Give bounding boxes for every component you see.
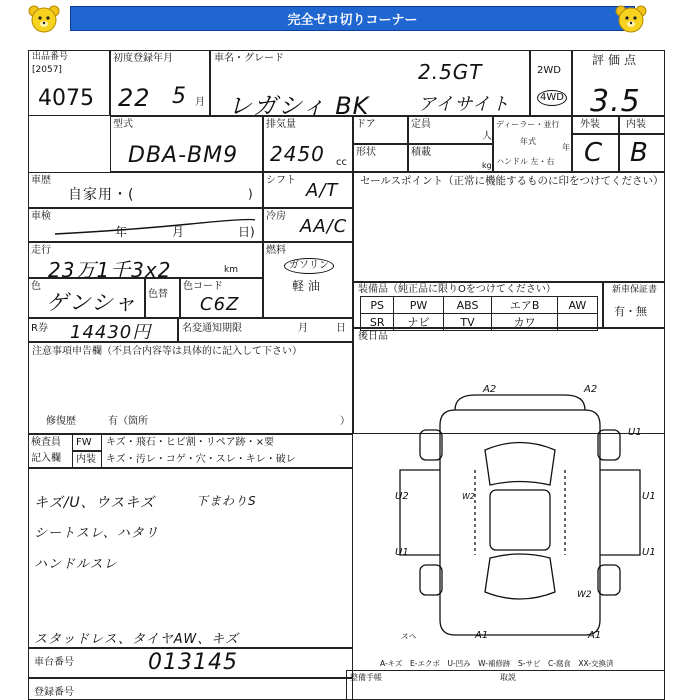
damage-mark: スヘ	[400, 632, 416, 641]
recycle-value: 14430円	[70, 322, 152, 343]
door-label: ドア	[356, 119, 376, 130]
carname-label: 車名・グレード	[214, 53, 284, 64]
entry-label: 記入欄	[31, 453, 61, 464]
interior-items: キズ・汚レ・コゲ・穴・スレ・キレ・破レ	[106, 454, 296, 465]
equip-item: カワ	[492, 314, 557, 331]
fuel-option: 軽 油	[292, 279, 320, 293]
ext-value: C	[584, 138, 604, 168]
equip-item: PW	[394, 297, 443, 314]
color2-label: 色替	[148, 289, 168, 300]
model-value: DBA-BM9	[128, 143, 239, 168]
load-label: 積載	[411, 147, 431, 158]
displacement-label: 排気量	[266, 119, 296, 130]
history-cell	[28, 172, 263, 208]
fw-label: FW	[76, 437, 92, 448]
mileage-label: 走行	[31, 245, 51, 256]
equip-item: TV	[443, 314, 492, 331]
reg-label: 登録番号	[34, 687, 74, 698]
reg-cell	[28, 678, 353, 700]
damage-mark: A1	[475, 630, 489, 641]
damage-mark: U1	[642, 547, 656, 558]
kg-unit: kg	[482, 161, 492, 170]
warranty-value: 有・無	[614, 305, 647, 318]
equip-label: 装備品（純正品に限りOをつけてください）	[358, 284, 556, 295]
handle-label: ハンドル 左・右	[496, 157, 555, 166]
auction-label: 出品番号	[32, 52, 69, 62]
first-reg-month: 5	[172, 84, 187, 109]
damage-mark: W2	[462, 492, 475, 501]
fw-items: キズ・飛石・ヒビ割・リペア跡・×要	[106, 437, 274, 448]
fuel-label: 燃料	[266, 245, 286, 256]
damage-mark: U1	[642, 491, 656, 502]
name-change-label: 名変通知期限	[182, 323, 242, 334]
drive-cell	[530, 50, 572, 116]
inspector-label: 検査員	[31, 437, 61, 448]
sales-point-label: セールスポイント（正常に機能するものに印をつけてください）	[360, 175, 664, 187]
cc-unit: cc	[336, 157, 347, 168]
note-5: スタッドレス、タイヤAW、キズ	[34, 632, 239, 647]
displacement-value: 2450	[270, 142, 325, 166]
equip-item: AW	[557, 297, 597, 314]
inspection-year: 年	[115, 225, 128, 239]
ac-value: AA/C	[300, 216, 348, 237]
inspection-month: 月	[172, 225, 185, 239]
ref-number: [2057]	[32, 65, 62, 75]
equip-item: ナビ	[394, 314, 443, 331]
grade-value: 2.5GT	[418, 60, 483, 84]
inspection-day: 日)	[238, 225, 255, 239]
color-code-value: C6Z	[200, 294, 240, 315]
score-label: 評価点	[592, 53, 641, 67]
drive-2wd: 2WD	[537, 65, 561, 76]
chassis-label: 車台番号	[34, 657, 74, 668]
person-unit: 人	[482, 131, 492, 142]
warranty-label: 新車保証書	[612, 285, 658, 295]
car-diagram	[380, 380, 665, 645]
equip-item: SR	[361, 314, 394, 331]
notes-label: 注意事項申告欄（不具合内容等は具体的に記入して下さい）	[32, 346, 302, 357]
repair-close: ）	[340, 416, 350, 427]
mileage-value: 23万1千3x2	[48, 258, 172, 282]
repair-label: 修復歴	[46, 416, 76, 427]
interior-label: 内装	[76, 454, 96, 465]
recycle-label: R券	[31, 323, 48, 334]
name-change-month: 月	[298, 323, 308, 334]
sales-point-cell	[353, 172, 665, 282]
first-reg-label: 初度登録年月	[113, 53, 173, 64]
equip-item: PS	[361, 297, 394, 314]
damage-mark: U1	[395, 547, 409, 558]
color-code-label: 色コード	[183, 281, 223, 292]
chassis-value: 013145	[148, 650, 238, 675]
capacity-label: 定員	[411, 119, 431, 130]
year-unit: 年	[562, 143, 570, 152]
after-label: 後日品	[358, 331, 388, 342]
damage-mark: U2	[395, 491, 409, 502]
damage-legend: A-キズ E-エクボ U-凹み W-補修跡 S-サビ C-腐食 XX-交換済	[380, 659, 614, 668]
history-label: 車歴	[31, 175, 51, 186]
damage-mark: W2	[577, 590, 592, 600]
model-year-label: 年式	[520, 137, 536, 146]
first-reg-year: 22	[118, 84, 151, 112]
history-close: )	[248, 187, 253, 201]
note-2: 下まわりS	[196, 494, 257, 508]
note-4: ハンドルスレ	[34, 557, 118, 572]
repair-value: 有（箇所	[108, 416, 148, 427]
damage-mark: A1	[588, 630, 602, 641]
equip-item: エアB	[492, 297, 557, 314]
fuel-value: ガソリン	[284, 258, 334, 274]
score-value: 3.5	[590, 84, 641, 119]
drive-4wd: 4WD	[537, 90, 567, 106]
shape-label: 形状	[356, 147, 376, 158]
inspection-label: 車検	[31, 211, 51, 222]
warrant-card-label: 整備手帳	[350, 673, 382, 682]
name-change-day: 日	[336, 323, 346, 334]
dealer-label: ディーラー・並行	[496, 120, 560, 129]
model-label: 型式	[113, 119, 133, 130]
note-1: キズ/U、ウスキズ	[34, 495, 155, 511]
carname-value: レガシィ BK	[228, 92, 370, 120]
int-value: B	[630, 138, 649, 168]
shift-value: A/T	[306, 180, 339, 201]
color-label: 色	[31, 281, 41, 292]
damage-mark: A2	[483, 384, 497, 395]
manual-label: 取説	[500, 673, 516, 682]
ext-label: 外装	[580, 119, 600, 130]
ac-label: 冷房	[266, 211, 286, 222]
grade-value-2: アイサイト	[418, 94, 511, 115]
km-unit: km	[224, 265, 238, 275]
note-3: シートスレ、ハタリ	[34, 526, 159, 541]
int-label: 内装	[626, 119, 646, 130]
banner-title: 完全ゼロ切りコーナー	[70, 6, 635, 31]
damage-mark: A2	[584, 384, 598, 395]
bear-mascot-icon	[27, 4, 61, 34]
damage-mark: U1	[628, 427, 642, 438]
inspection-strike	[50, 212, 260, 240]
equipment-table	[360, 296, 598, 331]
shift-label: シフト	[266, 175, 296, 186]
history-value: 自家用・(	[68, 187, 135, 203]
lot-number: 4075	[38, 86, 94, 111]
month-unit: 月	[195, 97, 205, 108]
equip-item: ABS	[443, 297, 492, 314]
color-value: ゲンシャ	[46, 291, 137, 316]
bear-mascot-icon	[614, 4, 648, 34]
